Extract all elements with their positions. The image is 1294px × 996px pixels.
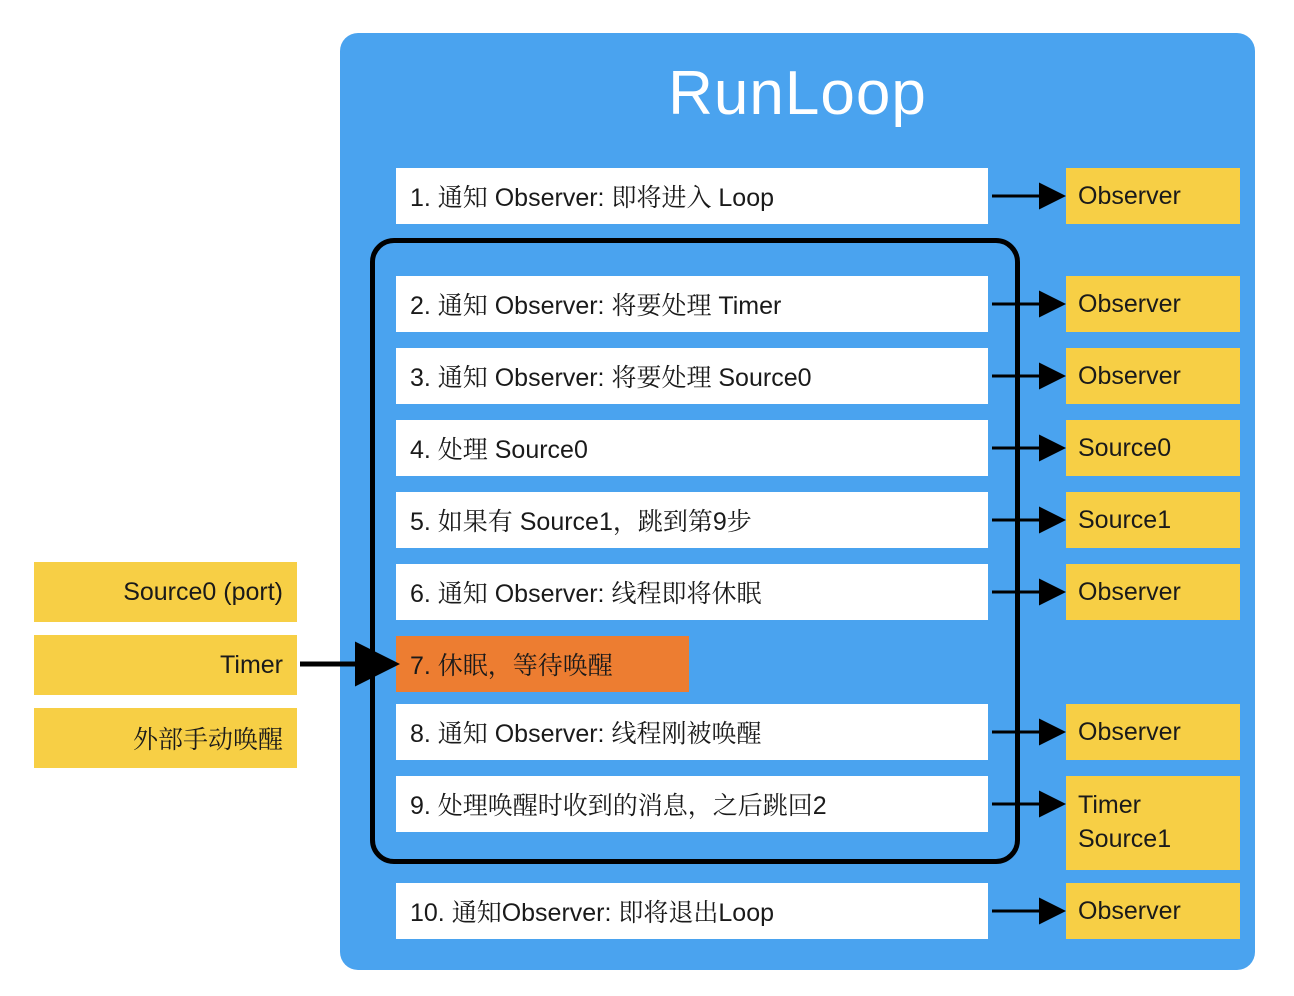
- step-label-6: 6. 通知 Observer: 线程即将休眠: [410, 580, 762, 608]
- input-box-source0-label: Source0 (port): [123, 577, 283, 606]
- input-box-source0: [34, 562, 297, 622]
- step-label-10: 10. 通知Observer: 即将退出Loop: [410, 899, 775, 927]
- target-box-observer-5: [1066, 704, 1240, 760]
- step-row-4: [396, 420, 988, 476]
- step-label-7: 7. 休眠，等待唤醒: [410, 652, 613, 680]
- target-label: Source1: [1078, 505, 1172, 534]
- target-box-observer-3: [1066, 348, 1240, 404]
- target-label: Observer: [1078, 361, 1181, 390]
- target-label: Observer: [1078, 577, 1181, 606]
- target-box-observer-4: [1066, 564, 1240, 620]
- target-box-source0: [1066, 420, 1240, 476]
- target-label: Source0: [1078, 433, 1172, 462]
- target-label: Observer: [1078, 717, 1181, 746]
- step-label-4: 4. 处理 Source0: [410, 436, 588, 464]
- step-label-5: 5. 如果有 Source1，跳到第9步: [410, 508, 752, 536]
- input-box-timer: [34, 635, 297, 695]
- step-row-10: [396, 883, 988, 939]
- target-label: Observer: [1078, 181, 1181, 210]
- target-box-observer-1: [1066, 168, 1240, 224]
- step-row-2: [396, 276, 988, 332]
- target-label: Observer: [1078, 896, 1181, 925]
- step-label-2: 2. 通知 Observer: 将要处理 Timer: [410, 292, 782, 320]
- step-row-3: [396, 348, 988, 404]
- step-label-9: 9. 处理唤醒时收到的消息，之后跳回2: [410, 792, 827, 820]
- step-row-6: [396, 564, 988, 620]
- target-box-observer-2: [1066, 276, 1240, 332]
- step-row-1: [396, 168, 988, 224]
- input-box-timer-label: Timer: [220, 650, 283, 679]
- step-label-3: 3. 通知 Observer: 将要处理 Source0: [410, 364, 812, 392]
- target-box-observer-6: [1066, 883, 1240, 939]
- step-label-8: 8. 通知 Observer: 线程刚被唤醒: [410, 720, 762, 748]
- input-box-manual-wake-label: 外部手动唤醒: [132, 726, 283, 754]
- input-box-manual-wake: [34, 708, 297, 768]
- target-label-line2: Source1: [1078, 825, 1172, 853]
- step-row-9: [396, 776, 988, 832]
- target-box-source1: [1066, 492, 1240, 548]
- step-label-1: 1. 通知 Observer: 即将进入 Loop: [410, 184, 775, 212]
- target-label-line1: Timer: [1078, 791, 1141, 820]
- page-title: RunLoop: [668, 59, 927, 128]
- target-box-timer-source1: [1066, 776, 1240, 870]
- target-label: Observer: [1078, 289, 1181, 318]
- step-row-7: [396, 636, 689, 692]
- step-row-8: [396, 704, 988, 760]
- step-row-5: [396, 492, 988, 548]
